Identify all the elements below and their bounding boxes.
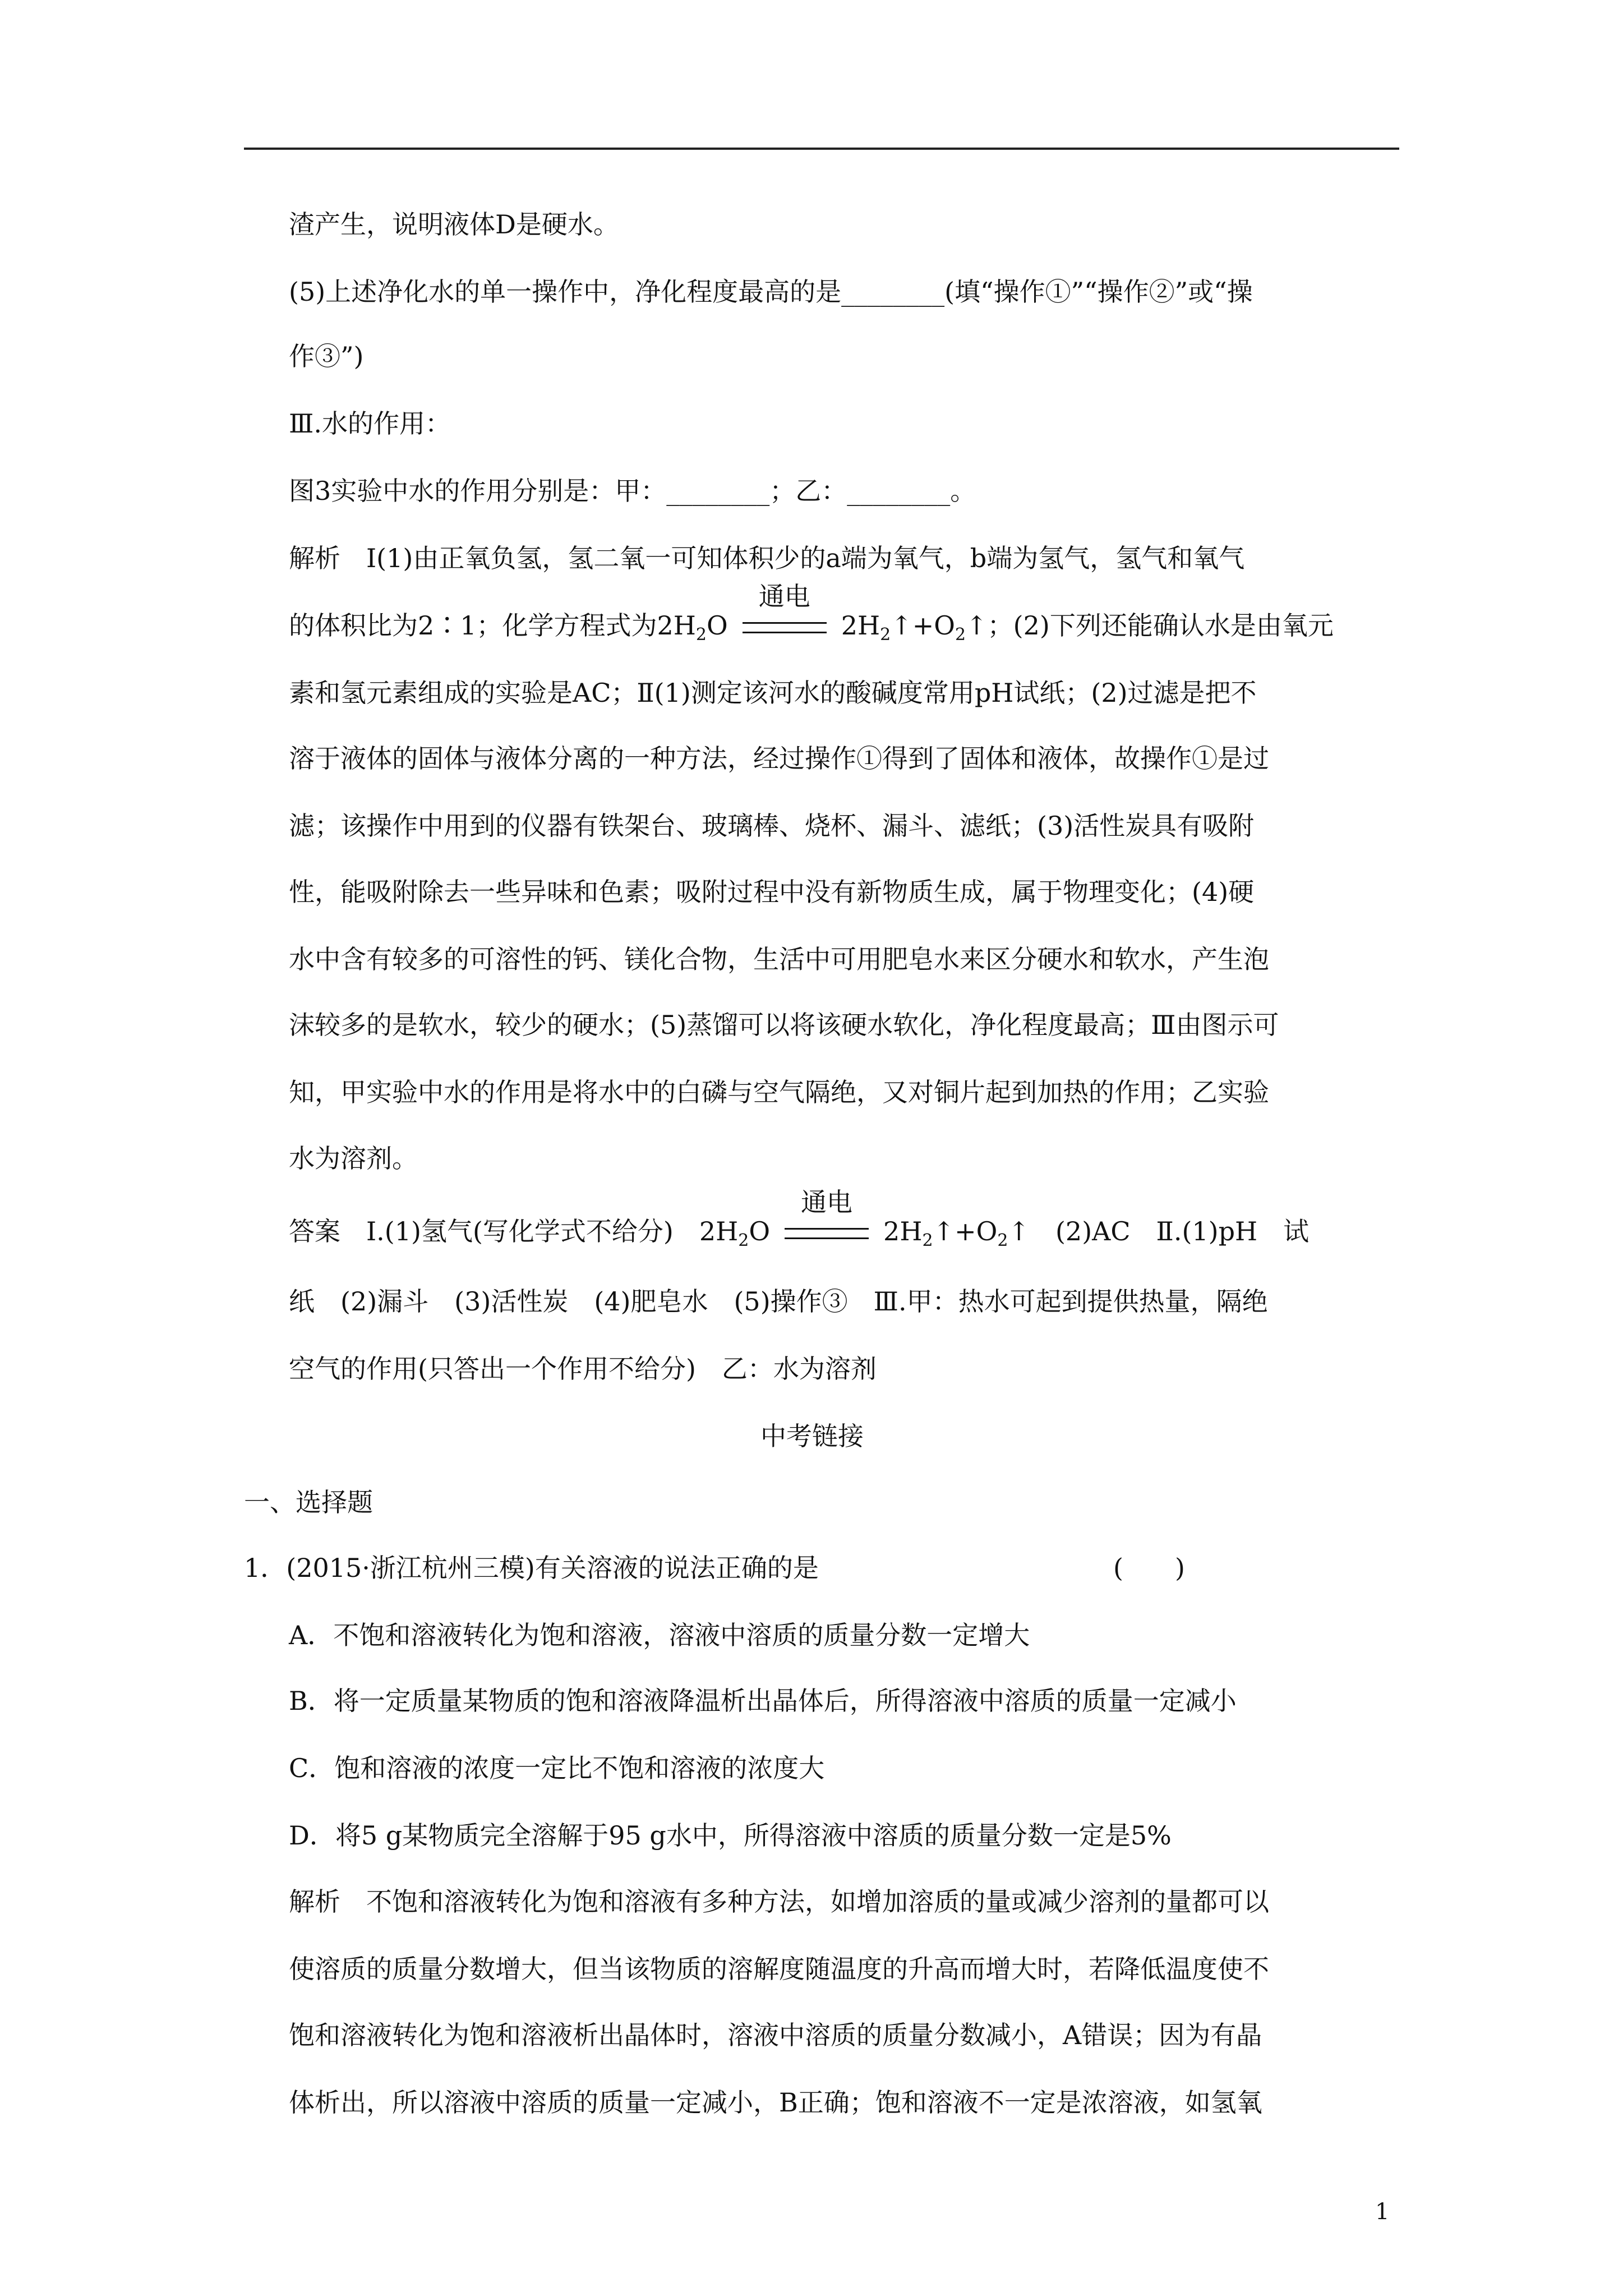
analysis-line: 素和氢元素组成的实验是AC；Ⅱ(1)测定该河水的酸碱度常用pH试纸；(2)过滤是把不 [289, 678, 1257, 708]
reaction-condition [743, 581, 827, 642]
question-5-line: (5)上述净化水的单一操作中，净化程度最高的是________(填“操作①”“操作②”或“操 [289, 277, 1253, 307]
analysis-line: 知，甲实验中水的作用是将水中的白磷与空气隔绝，又对铜片起到加热的作用；乙实验 [289, 1077, 1269, 1107]
analysis-line: 沫较多的是软水，较少的硬水；(5)蒸馏可以将该硬水软化，净化程度最高；Ⅲ由图示可 [289, 1010, 1279, 1040]
option-a: A．不饱和溶液转化为饱和溶液，溶液中溶质的质量分数一定增大 [289, 1620, 1030, 1650]
equation-line: 的体积比为2∶1；化学方程式为$2H_2O$ 通电 $2H_2↑+O_2↑$；(2)下列还能确认水是由氧元 [289, 609, 1334, 652]
text-line: 作③”) [289, 341, 364, 371]
option-c: C．饱和溶液的浓度一定比不饱和溶液的浓度大 [289, 1753, 825, 1783]
analysis-line: 使溶质的质量分数增大，但当该物质的溶解度随温度的升高而增大时，若降低温度使不 [289, 1954, 1269, 1984]
analysis-line: 饱和溶液转化为饱和溶液析出晶体时，溶液中溶质的质量分数减小，A错误；因为有晶 [289, 2020, 1262, 2050]
analysis-line: 溶于液体的固体与液体分离的一种方法，经过操作①得到了固体和液体，故操作①是过 [289, 743, 1269, 774]
condition-label: 通电 [758, 581, 810, 611]
equal-sign-icon [743, 622, 827, 633]
answer-line: 答案 Ⅰ.(1)氢气(写化学式不给分) $2H_2O$ 通电 $2H_2↑+O_2↑$ (2)AC Ⅱ.(1)pH 试 [289, 1214, 1309, 1258]
answer-blank: ( ) [1113, 1553, 1185, 1583]
analysis-line: 滤；该操作中用到的仪器有铁架台、玻璃棒、烧杯、漏斗、滤纸；(3)活性炭具有吸附 [289, 811, 1255, 841]
answer-line: 纸 (2)漏斗 (3)活性炭 (4)肥皂水 (5)操作③ Ⅲ.甲：热水可起到提供热量，隔绝 [289, 1286, 1268, 1317]
analysis-line: 水为溶剂。 [289, 1143, 418, 1174]
analysis-line: 体析出，所以溶液中溶质的质量一定减小，B正确；饱和溶液不一定是浓溶液，如氢氧 [289, 2087, 1262, 2118]
question-1: 1．(2015·浙江杭州三模)有关溶液的说法正确的是 [244, 1553, 819, 1583]
analysis-line: 解析 不饱和溶液转化为饱和溶液有多种方法，如增加溶质的量或减少溶剂的量都可以 [289, 1887, 1269, 1917]
text-line: 渣产生，说明液体D是硬水。 [289, 209, 619, 240]
page-number: 1 [1375, 2199, 1390, 2225]
analysis-line: 水中含有较多的可溶性的钙、镁化合物，生活中可用肥皂水来区分硬水和软水，产生泡 [289, 944, 1269, 974]
analysis-line: 性，能吸附除去一些异味和色素；吸附过程中没有新物质生成，属于物理变化；(4)硬 [289, 877, 1255, 907]
equal-sign-icon [785, 1228, 869, 1239]
option-b: B．将一定质量某物质的饱和溶液降温析出晶体后，所得溶液中溶质的质量一定减小 [289, 1686, 1237, 1716]
section-title: 一、选择题 [244, 1487, 373, 1517]
figure-3-question: 图3实验中水的作用分别是：甲：________；乙：________。 [289, 476, 976, 506]
section-iii-label: Ⅲ.水的作用： [289, 408, 451, 439]
analysis-line: 解析 Ⅰ(1)由正氧负氢，氢二氧一可知体积少的a端为氧气，b端为氢气，氢气和氧气 [289, 543, 1245, 573]
section-heading: 中考链接 [760, 1421, 864, 1451]
option-d: D．将5 g某物质完全溶解于95 g水中，所得溶液中溶质的质量分数一定是5% [289, 1820, 1172, 1851]
header-rule [244, 148, 1399, 150]
condition-label: 通电 [801, 1187, 853, 1217]
answer-line: 空气的作用(只答出一个作用不给分) 乙：水为溶剂 [289, 1354, 877, 1384]
reaction-condition [785, 1187, 869, 1248]
